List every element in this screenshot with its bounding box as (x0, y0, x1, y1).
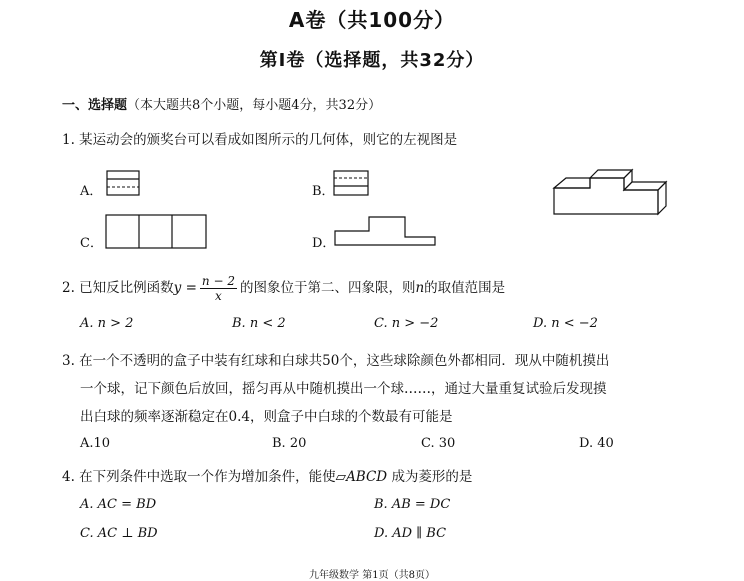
q1-option-b-label: B． (312, 184, 335, 199)
q2-option-d: D. n < −2 (533, 316, 598, 331)
parallelogram-symbol: ▱ (335, 469, 347, 485)
question-3-line-2: 一个球，记下颜色后放回，摇匀再从中随机摸出一个球……，通过大量重复试验后发现摸 (80, 381, 607, 397)
q4-option-c: C. AC ⊥ BD (80, 526, 158, 541)
q4-option-a: A. AC = BD (80, 497, 157, 512)
q2-option-c: C. n > −2 (374, 316, 439, 331)
q2-numerator: n − 2 (201, 274, 235, 288)
q1-option-a-label: A． (80, 184, 103, 199)
q2-option-a: A. n > 2 (80, 316, 134, 331)
question-1-stem: 1. 某运动会的颁奖台可以看成如图所示的几何体，则它的左视图是 (62, 132, 458, 148)
question-3-line-1: 3. 在一个不透明的盒子中装有红球和白球共50个，这些球除颜色外都相同．现从中随机摸出 (62, 353, 610, 369)
section-heading-label: 一、选择题 (62, 98, 128, 113)
q2-denominator: x (215, 289, 222, 303)
question-3-line-3: 出白球的频率逐渐稳定在0.4，则盒子中白球的个数最有可能是 (80, 409, 453, 425)
section-title: 第Ⅰ卷（选择题，共32分） (259, 50, 485, 71)
question-4-stem (62, 465, 472, 485)
q1-option-b-figure (333, 170, 371, 198)
q4-option-d: D. AD ∥ BC (374, 526, 447, 541)
q2-fraction (200, 274, 237, 303)
podium-solid-figure (552, 166, 670, 218)
q4-stem-prefix: 4. 在下列条件中选取一个作为增加条件，能使 (62, 469, 336, 485)
q2-parameter: n (415, 280, 425, 296)
q1-option-c-figure (105, 214, 209, 250)
q2-stem-prefix: 2. 已知反比例函数 (62, 280, 174, 296)
q3-option-a: A.10 (80, 436, 111, 451)
question-2-stem (62, 274, 505, 303)
section-heading (62, 94, 381, 113)
exam-part-title: A卷（共100分） (288, 8, 456, 32)
q1-option-d-label: D． (312, 236, 336, 251)
q4-option-b: B. AB = DC (374, 497, 451, 512)
q2-stem-suffix-a: 的图象位于第二、四象限，则 (239, 280, 416, 296)
q2-equals: = (185, 280, 197, 296)
q3-option-c: C. 30 (421, 436, 456, 451)
q1-option-d-figure (333, 214, 439, 248)
q3-option-b: B. 20 (272, 436, 307, 451)
page-footer: 九年级数学 第1页（共8页） (309, 570, 435, 581)
q4-stem-suffix: 成为菱形的是 (391, 469, 473, 485)
section-heading-note: （本大题共8个小题，每小题4分，共32分） (127, 98, 382, 113)
q3-option-d: D. 40 (579, 436, 614, 451)
q2-stem-suffix-b: 的取值范围是 (424, 280, 506, 296)
q1-option-a-figure (106, 170, 142, 198)
q2-function-variable: y (173, 280, 182, 296)
q4-shape-name: ABCD (346, 469, 388, 485)
q2-option-b: B. n < 2 (232, 316, 286, 331)
q1-option-c-label: C． (80, 236, 103, 251)
